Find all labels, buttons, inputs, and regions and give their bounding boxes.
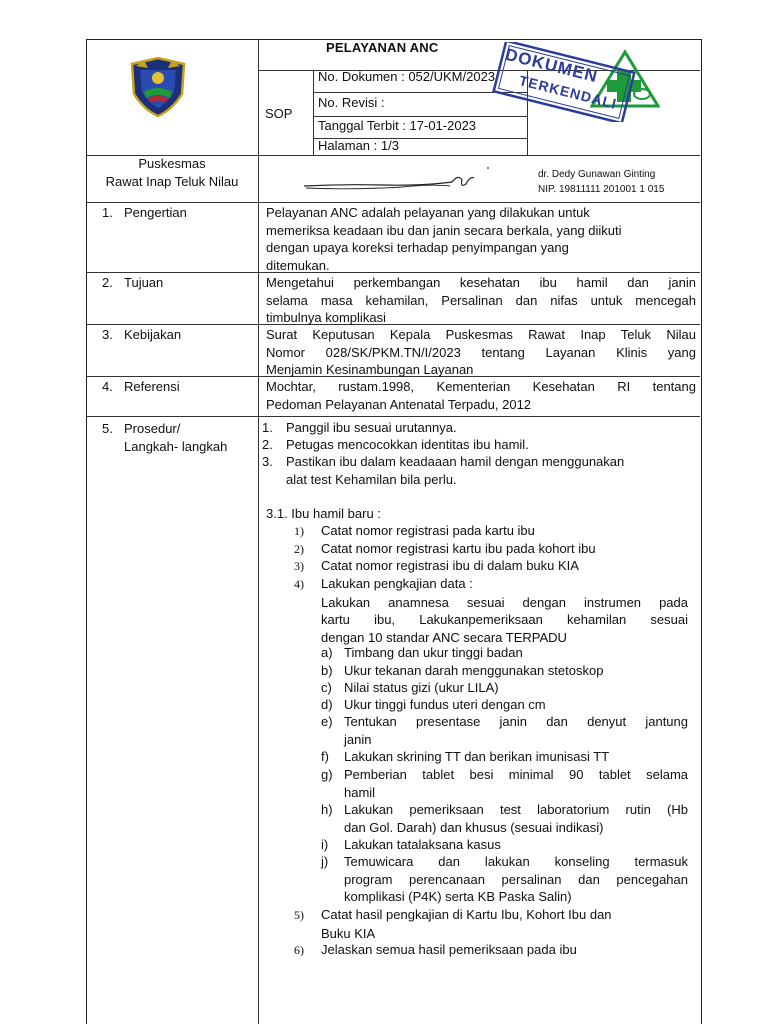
- sub-step: 4) Lakukan pengkajian data : Lakukan anamnesa sesuai dengan instrumen pada kartu ibu, Lakukanpemeriksaan kehamilan sesuai dengan 10 standar ANC secara TERPADU: [294, 576, 688, 645]
- page-number: Halaman : 1/3: [318, 138, 399, 153]
- handwritten-signature: [302, 164, 494, 198]
- anc-item: c) Nilai status gizi (ukur LILA): [321, 680, 499, 695]
- section-tujuan-text: Mengetahui perkembangan kesehatan ibu hamil dan janin selama masa kehamilan, Persalinan dan nifas untuk mencegah timbulnya komplikasi: [266, 275, 696, 325]
- procedure-step: 2. Petugas mencocokkan identitas ibu hamil.: [262, 437, 529, 452]
- sub-step: 3) Catat nomor registrasi ibu di dalam buku KIA: [294, 558, 579, 573]
- anc-item: g) Pemberian tablet besi minimal 90 tablet selama hamil: [321, 767, 688, 800]
- section-kebijakan-text: Surat Keputusan Kepala Puskesmas Rawat Inap Teluk Nilau Nomor 028/SK/PKM.TN/I/2023 tentang Layanan Klinis yang Menjamin Kesinambungan Layanan: [266, 327, 696, 377]
- signer-name: dr. Dedy Gunawan Ginting: [538, 169, 656, 180]
- section-pengertian-label: 1. Pengertian: [102, 205, 187, 220]
- sop-label: SOP: [265, 106, 293, 121]
- section-tujuan-label: 2. Tujuan: [102, 275, 164, 290]
- issue-date: Tanggal Terbit : 17-01-2023: [318, 118, 477, 133]
- institution-name: [86, 155, 258, 191]
- section-kebijakan-label: 3. Kebijakan: [102, 327, 182, 342]
- anc-item: e) Tentukan presentase janin dan denyut jantung janin: [321, 714, 688, 747]
- stamp-line-1: DOKUMEN: [503, 44, 600, 87]
- institution-line-2: Rawat Inap Teluk Nilau: [105, 174, 239, 189]
- sub-step: 5) Catat hasil pengkajian di Kartu Ibu, Kohort Ibu dan Buku KIA: [294, 907, 612, 941]
- divider: [258, 39, 259, 202]
- section-referensi-label: 4. Referensi: [102, 379, 180, 394]
- stamp-line-2: TERKENDALI: [517, 72, 619, 112]
- anc-item: d) Ukur tinggi fundus uteri dengan cm: [321, 697, 546, 712]
- divider: [86, 416, 700, 417]
- divider: [258, 202, 259, 1024]
- sub-heading: 3.1. Ibu hamil baru :: [266, 506, 381, 521]
- sub-step: 2) Catat nomor registrasi kartu ibu pada kohort ibu: [294, 541, 596, 556]
- signer-block: [538, 167, 664, 197]
- anc-item: j) Temuwicara dan lakukan konseling termasuk program perencanaan persalinan dan pencegahan komplikasi (P4K) serta KB Paska Salin): [321, 854, 688, 904]
- signer-nip: NIP. 19811111 201001 1 015: [538, 184, 665, 195]
- anc-item: i) Lakukan tatalaksana kasus: [321, 837, 501, 852]
- procedure-step: 3. Pastikan ibu dalam keadaaan hamil dengan menggunakan alat test Kehamilan bila perlu.: [262, 454, 625, 487]
- sub-step: 6) Jelaskan semua hasil pemeriksaan pada ibu: [294, 942, 577, 957]
- revision-number: No. Revisi :: [318, 95, 385, 110]
- regency-logo-icon: [126, 54, 190, 118]
- section-pengertian-text: Pelayanan ANC adalah pelayanan yang dilakukan untuk memeriksa keadaan ibu dan janin secara berkala, yang diikuti dengan upaya koreksi terhadap penyimpangan yang ditemukan.: [266, 205, 622, 273]
- section-prosedur-label: 5. Prosedur/ Langkah- langkah: [102, 421, 228, 454]
- document-title: PELAYANAN ANC: [326, 40, 439, 55]
- section-referensi-text: Mochtar, rustam.1998, Kementerian Kesehatan RI tentang Pedoman Pelayanan Antenatal Terpadu, 2012: [266, 379, 696, 412]
- anc-item: f) Lakukan skrining TT dan berikan imunisasi TT: [321, 749, 610, 764]
- divider: [313, 70, 314, 156]
- document-number: No. Dokumen : 052/UKM/2023: [318, 69, 496, 84]
- controlled-document-stamp: [488, 42, 640, 122]
- anc-item: a) Timbang dan ukur tinggi badan: [321, 645, 523, 660]
- anc-item: h) Lakukan pemeriksaan test laboratorium rutin (Hb dan Gol. Darah) dan khusus (sesuai indikasi): [321, 802, 688, 835]
- anc-item: b) Ukur tekanan darah menggunakan stetoskop: [321, 663, 604, 678]
- procedure-step: 1. Panggil ibu sesuai urutannya.: [262, 420, 457, 435]
- institution-line-1: Puskesmas: [138, 156, 206, 171]
- sub-step: 1) Catat nomor registrasi pada kartu ibu: [294, 523, 535, 538]
